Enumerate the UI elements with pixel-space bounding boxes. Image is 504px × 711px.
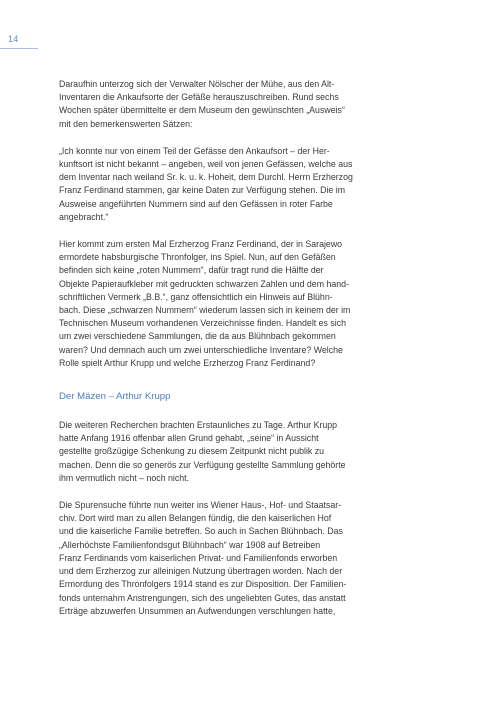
paragraph-intro: Daraufhin unterzog sich der Verwalter Nölscher der Mühe, aus den Alt- Inventaren die Ankaufsorte der Gefäße herauszuschreiben. Rund sechs Wochen später übermittelte er dem Museum den gewünschten „Ausweis“ mit den bemerkenswerten Sätzen: bbox=[59, 79, 345, 129]
paragraph-franz-ferdinand: Hier kommt zum ersten Mal Erzherzog Franz Ferdinand, der in Sarajewo ermordete habsburgische Thronfolger, ins Spiel. Nun, auf den Gefäßen befinden sich keine „roten Nummern“, dafür tragt rund die Hälfte der Objekte Papieraufkleber mit gedruckten schwarzen Zahlen und dem hand- schriftlichen Vermerk „B.B.“, ganz offensichtlich ein Hinweis auf Blühn- bach. Diese „schwarzen Nummern“ wiederum lassen sich in keinem der im Technischen Museum vorhandenen Verzeichnisse finden. Handelt es sich um zwei verschiedene Sammlungen, die da aus Blühnbach gekommen waren? Und demnach auch um zwei unterschiedliche Inventare? Welche Rolle spielt Arthur Krupp und welche Erzherzog Franz Ferdinand? bbox=[59, 239, 351, 368]
section-heading: Der Mäzen – Arthur Krupp bbox=[59, 391, 171, 403]
paragraph-recherchen: Die weiteren Recherchen brachten Erstaunliches zu Tage. Arthur Krupp hatte Anfang 1916 offenbar allen Grund gehabt, „seine“ in Aussicht gestellte großzügige Schenkung zu diesem Zeitpunkt nicht publik zu machen. Denn die so generös zur Verfügung gestellte Sammlung gehörte ihm vermutlich nicht – noch nicht. bbox=[59, 420, 346, 483]
paragraph-quote: „Ich konnte nur von einem Teil der Gefässe den Ankaufsort – der Her- kunftsort ist nicht bekannt – angeben, weil von jenen Gefässen, welche aus dem Inventar nach weiland Sr. k. u. k. Hoheit, dem Durchl. Herrn Erzherzog Franz Ferdinand stammen, gar keine Daten zur Verfügung stehen. Die im Ausweise angeführten Nummern sind auf den Gefässen in roter Farbe angebracht.“ bbox=[59, 145, 353, 222]
paragraph-spurensuche: Die Spurensuche führte nun weiter ins Wiener Haus-, Hof- und Staatsar- chiv. Dort wird man zu allen Belangen fündig, die den kaiserlichen Hof und die kaiserliche Familie betreffen. So auch in Sachen Blühnbach. Das „Allerhöchste Familienfondsgut Blühnbach“ war 1908 auf Betreiben Franz Ferdinands vom kaiserlichen Privat- und Familienfonds erworben und dem Erzherzog zur alleinigen Nutzung übertragen worden. Nach der Ermordung des Thronfolgers 1914 stand es zur Disposition. Der Familien- fonds unternahm Anstrengungen, sich des ungeliebten Gutes, das anstatt Erträge abzuwerfen Unsummen an Aufwendungen verschlungen hatte, bbox=[59, 500, 347, 616]
page-number: 14 bbox=[8, 34, 19, 44]
page-number-rule bbox=[0, 48, 38, 49]
document-body bbox=[59, 78, 441, 632]
